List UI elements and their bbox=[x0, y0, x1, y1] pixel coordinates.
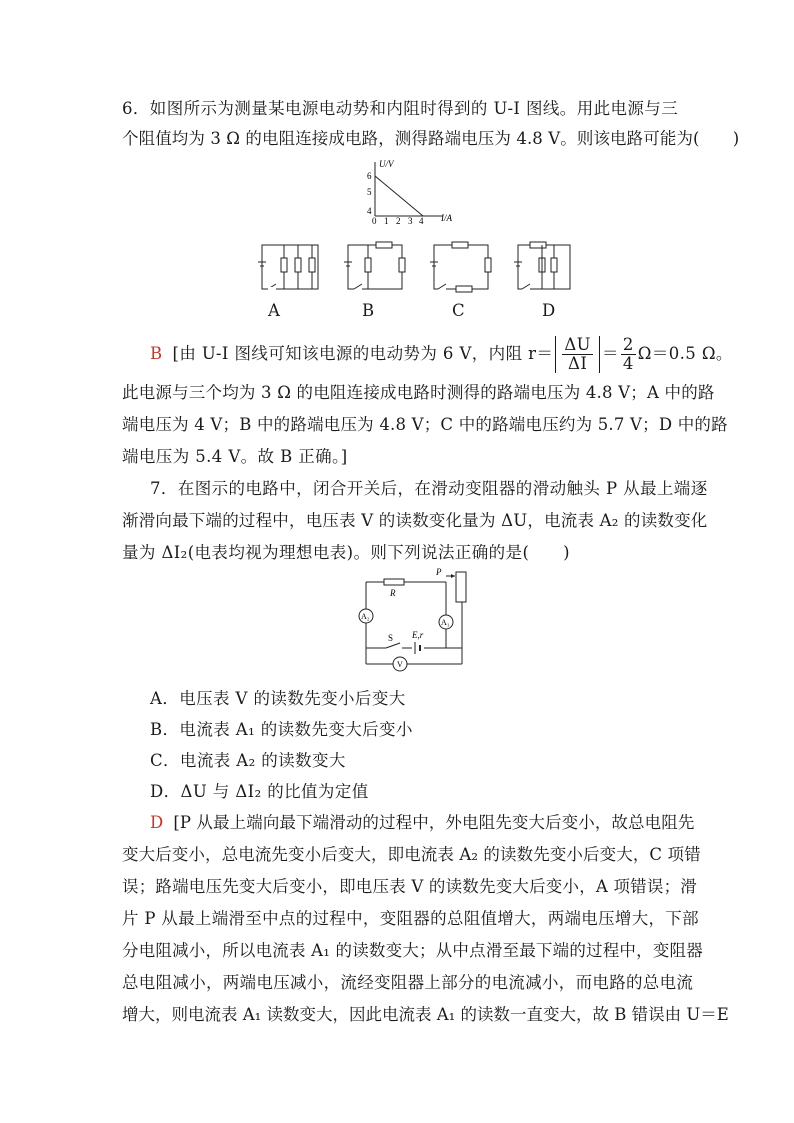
q7-line-1: 7．在图示的电路中，闭合开关后，在滑动变阻器的滑动触头 P 从最上端逐 bbox=[150, 479, 708, 498]
q7-option-c: C．电流表 A₂ 的读数变大 bbox=[150, 751, 346, 770]
q7-answer-letter: D bbox=[150, 813, 164, 832]
q6-answer-line-3: 端电压为 4 V；B 中的路端电压为 4.8 V；C 中的路端电压约为 5.7 V；D 中的路 bbox=[122, 415, 728, 434]
label-r: R bbox=[390, 588, 396, 598]
frac-di: ΔI bbox=[568, 354, 588, 373]
graph-xtick-0: 0 bbox=[372, 216, 377, 226]
ui-graph bbox=[355, 158, 455, 226]
q7-answer-text-1: [P 从最上端向最下端滑动的过程中，外电阻先变大后变小，故总电阻先 bbox=[173, 813, 695, 832]
rheostat bbox=[456, 572, 466, 602]
q7-line-2: 渐滑向最下端的过程中，电压表 V 的读数变化量为 ΔU，电流表 A₂ 的读数变化 bbox=[122, 511, 708, 530]
graph-xtick-2: 2 bbox=[396, 216, 401, 226]
label-a2: A₂ bbox=[361, 612, 370, 621]
q7-answer-line-5: 分电阻减小，所以电流表 A₁ 的读数变大；从中点滑至最下端的过程中，变阻器 bbox=[122, 941, 703, 960]
label-er: E,r bbox=[412, 630, 424, 640]
q6-line-1: 6．如图所示为测量某电源电动势和内阻时得到的 U-I 图线。用此电源与三 bbox=[122, 99, 679, 118]
circuit-label-c: C bbox=[452, 301, 465, 320]
label-p: P bbox=[436, 567, 442, 577]
q7-answer-line-3: 误；路端电压先变大后变小，即电压表 V 的读数先变大后变小，A 项错误；滑 bbox=[122, 877, 697, 896]
q6-answer-letter: B bbox=[150, 344, 163, 363]
q7-answer-line-1 bbox=[150, 812, 695, 834]
frac-2: 2 bbox=[622, 335, 634, 354]
label-s: S bbox=[388, 633, 394, 643]
q6-answer-line-1 bbox=[150, 335, 733, 373]
graph-xlabel: I/A bbox=[441, 213, 452, 223]
graph-ylabel: U/V bbox=[379, 159, 394, 169]
slider-arrow bbox=[451, 574, 455, 578]
graph-xtick-1: 1 bbox=[384, 216, 389, 226]
circuit-c bbox=[430, 242, 491, 292]
q7-option-d: D．ΔU 与 ΔI₂ 的比值为定值 bbox=[150, 782, 369, 801]
q7-option-b: B．电流表 A₁ 的读数先变大后变小 bbox=[150, 720, 413, 739]
ui-data-line bbox=[375, 176, 423, 216]
label-v: V bbox=[397, 660, 403, 669]
q7-answer-line-6: 总电阻减小，两端电压减小，流经变阻器上部分的电流减小，而电路的总电流 bbox=[122, 973, 694, 992]
q7-answer-line-7: 增大，则电流表 A₁ 读数变大，因此电流表 A₁ 的读数一直变大，故 B 错误由 U＝E bbox=[122, 1005, 729, 1024]
q6-answer-post: Ω＝0.5 Ω。 bbox=[637, 344, 733, 363]
q7-circuit bbox=[350, 566, 470, 674]
q7-option-a: A．电压表 V 的读数先变小后变大 bbox=[150, 689, 406, 708]
q7-answer-line-4: 片 P 从最上端滑至中点的过程中，变阻器的总阻值增大，两端电压增大，下部 bbox=[122, 909, 699, 928]
frac-du: ΔU bbox=[564, 335, 591, 354]
abs-fraction bbox=[555, 336, 600, 373]
q6-answer-line-2: 此电源与三个均为 3 Ω 的电阻连接成电路时测得的路端电压为 4.8 V；A 中的路 bbox=[122, 383, 715, 402]
resistor-r bbox=[384, 579, 404, 585]
q6-circuits bbox=[256, 240, 576, 296]
q6-line-2: 个阻值均为 3 Ω 的电阻连接成电路，测得路端电压为 4.8 V。则该电路可能为( ) bbox=[122, 129, 740, 148]
q6-answer-pre: [由 U-I 图线可知该电源的电动势为 6 V，内阻 r＝ bbox=[172, 344, 554, 363]
q7-answer-line-2: 变大后变小，总电流先变小后变大，即电流表 A₂ 的读数先变小后变大，C 项错 bbox=[122, 845, 701, 864]
label-a1: A₁ bbox=[441, 618, 450, 627]
q6-answer-eq: ＝ bbox=[601, 344, 619, 363]
frac-4: 4 bbox=[622, 354, 634, 373]
circuit-label-d: D bbox=[542, 301, 556, 320]
graph-xtick-4: 4 bbox=[419, 216, 424, 226]
circuit-label-a: A bbox=[268, 301, 280, 320]
circuit-a bbox=[258, 245, 318, 291]
circuit-d bbox=[514, 242, 570, 291]
circuit-b bbox=[344, 242, 405, 291]
graph-ytick-4: 4 bbox=[367, 206, 372, 216]
graph-xtick-3: 3 bbox=[408, 216, 413, 226]
graph-ytick-5: 5 bbox=[367, 187, 372, 197]
circuit-label-b: B bbox=[362, 301, 375, 320]
graph-ytick-6: 6 bbox=[367, 171, 372, 181]
q6-answer-line-4: 端电压为 5.4 V。故 B 正确。] bbox=[122, 447, 348, 466]
q7-line-3: 量为 ΔI₂(电表均视为理想电表)。则下列说法正确的是( ) bbox=[122, 543, 570, 562]
